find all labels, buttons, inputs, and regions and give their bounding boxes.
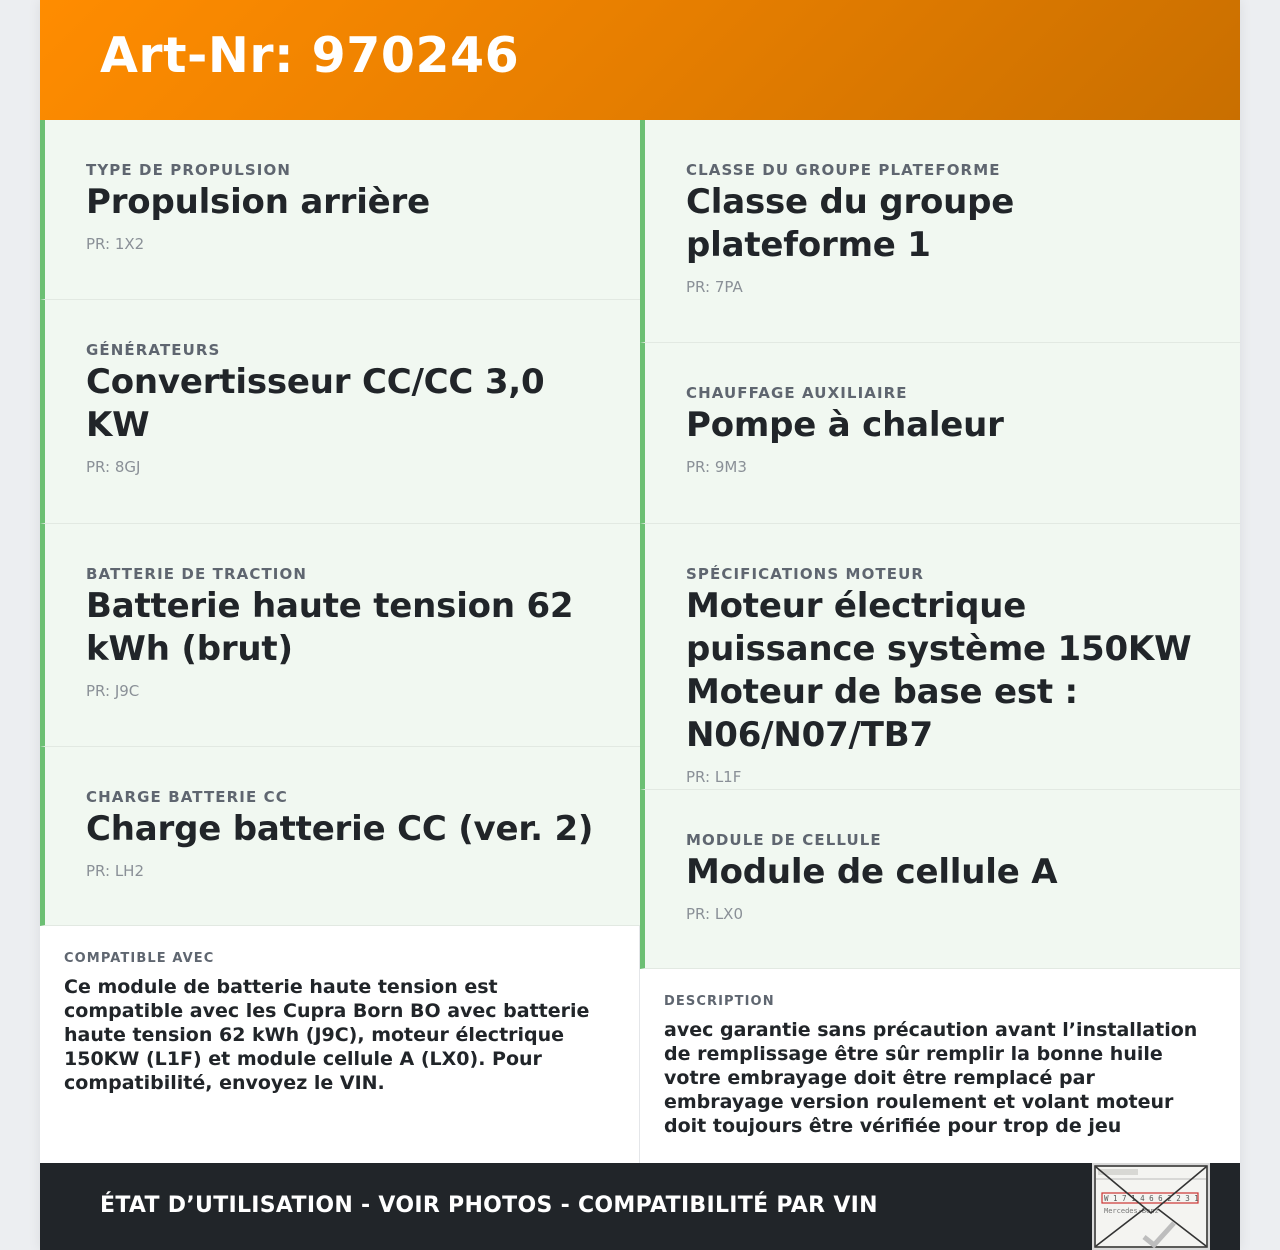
spec-value: Propulsion arrière (86, 182, 430, 222)
spec-label: GÉNÉRATEURS (86, 341, 221, 359)
pr-code: PR: 9M3 (686, 458, 747, 476)
spec-card-dc-charging (40, 747, 640, 926)
spec-value: Moteur électrique puissance système 150KW Moteur de base est : N06/N07/TB7 (686, 586, 1192, 755)
spec-card-platform-class (640, 120, 1240, 343)
spec-label: TYPE DE PROPULSION (86, 161, 291, 179)
label-photo-thumbnail[interactable] (1092, 1163, 1210, 1250)
spec-card-motor (640, 524, 1240, 790)
spec-label: BATTERIE DE TRACTION (86, 565, 307, 583)
description-label: DESCRIPTION (664, 994, 775, 1009)
spec-card-generators (40, 300, 640, 524)
compatibility-text: Ce module de batterie haute tension est compatible avec les Cupra Born BO avec batterie haute tension 62 kWh (J9C), moteur électrique 150KW (L1F) et module cellule A (LX0). Pour compatibilité, envoyez le VIN. (64, 976, 590, 1094)
spec-card-cell-module (640, 790, 1240, 969)
description-section (640, 969, 1240, 1163)
spec-card-propulsion (40, 120, 640, 300)
spec-value: Batterie haute tension 62 kWh (brut) (86, 586, 574, 669)
compatibility-label: COMPATIBLE AVEC (64, 951, 215, 966)
spec-value: Pompe à chaleur (686, 405, 1004, 445)
pr-code: PR: L1F (686, 768, 742, 786)
header-banner (40, 0, 1240, 120)
spec-label: CHAUFFAGE AUXILIAIRE (686, 384, 908, 402)
footer-condition-text: ÉTAT D’UTILISATION - VOIR PHOTOS - COMPATIBILITÉ PAR VIN (100, 1193, 878, 1218)
spec-card-auxiliary-heating (640, 343, 1240, 524)
spec-label: CHARGE BATTERIE CC (86, 788, 288, 806)
pr-code: PR: LH2 (86, 862, 145, 880)
spec-label: SPÉCIFICATIONS MOTEUR (686, 565, 925, 583)
footer-bar (40, 1163, 1240, 1250)
spec-value: Charge batterie CC (ver. 2) (86, 809, 594, 849)
pr-code: PR: 1X2 (86, 235, 145, 253)
spec-value: Convertisseur CC/CC 3,0 KW (86, 362, 545, 445)
spec-label: CLASSE DU GROUPE PLATEFORME (686, 161, 1001, 179)
spec-sheet (40, 0, 1240, 1250)
compatibility-section (40, 926, 640, 1163)
spec-label: MODULE DE CELLULE (686, 831, 882, 849)
thumbnail-brand-text: Mercedes-Benz (1104, 1207, 1159, 1215)
pr-code: PR: 7PA (686, 278, 743, 296)
description-text: avec garantie sans précaution avant l’installation de remplissage être sûr remplir la bonne huile votre embrayage doit être remplacé par embrayage version roulement et volant moteur doit toujours être vérifiée pour trop de jeu (664, 1019, 1198, 1137)
label-photo-image (1094, 1165, 1208, 1248)
article-number-title: Art-Nr: 970246 (100, 27, 520, 84)
pr-code: PR: LX0 (686, 905, 744, 923)
spec-value: Classe du groupe plateforme 1 (686, 182, 1015, 265)
pr-code: PR: J9C (86, 682, 140, 700)
spec-card-traction-battery (40, 524, 640, 747)
spec-value: Module de cellule A (686, 852, 1058, 892)
pr-code: PR: 8GJ (86, 458, 141, 476)
thumbnail-vin-text: W 1 7 1 4 6 6 2 2 3 1 (1104, 1194, 1199, 1203)
